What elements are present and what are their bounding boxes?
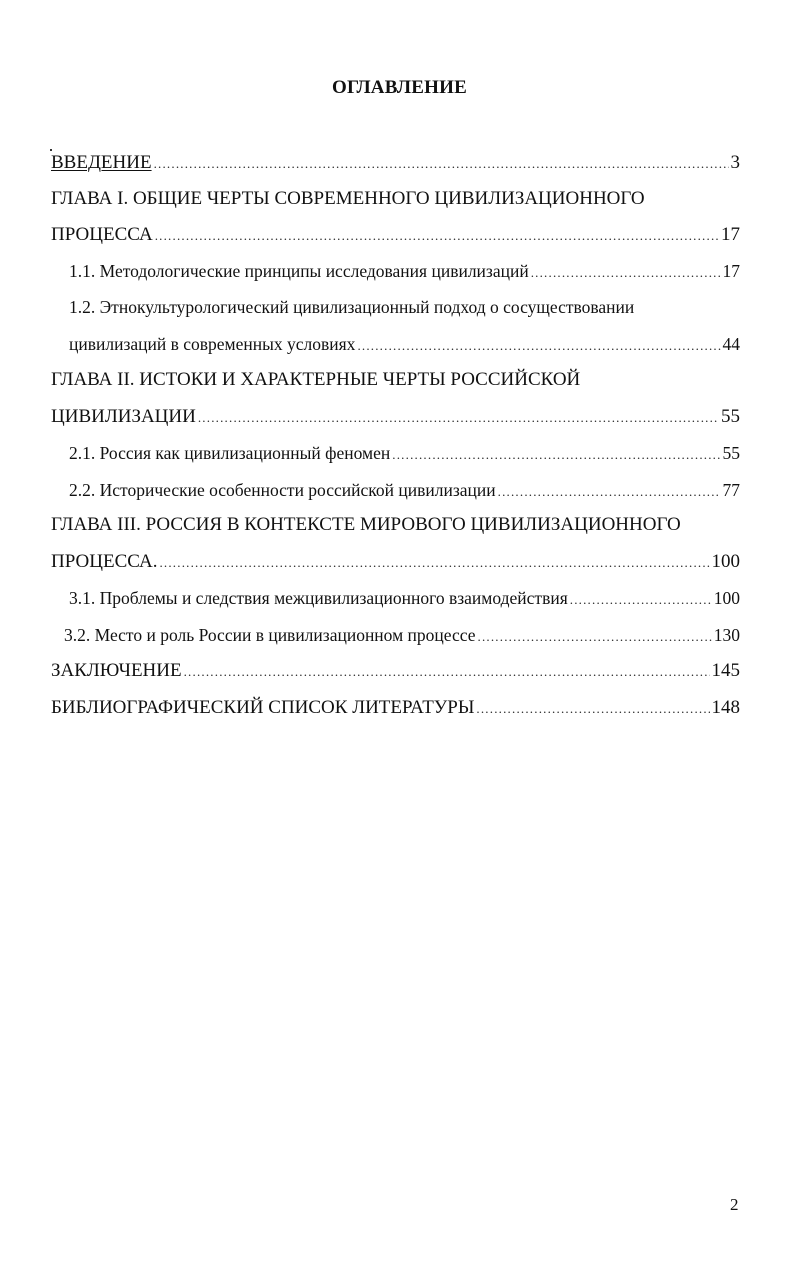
toc-entry-chapter-1-line1[interactable] (51, 186, 645, 212)
toc-entry-section-2-2[interactable] (69, 477, 740, 505)
toc-entry-page: 17 (722, 261, 740, 281)
toc-entry-page: 77 (722, 480, 740, 500)
page-title: ОГЛАВЛЕНИЕ (332, 77, 467, 98)
toc-entry-chapter-3-line1[interactable] (51, 512, 681, 538)
toc-entry-page: 130 (713, 625, 740, 645)
toc-entry-label: ПРОЦЕССА (51, 224, 153, 245)
toc-entry-label: ГЛАВА II. ИСТОКИ И ХАРАКТЕРНЫЕ ЧЕРТЫ РОССИЙСКОЙ (51, 369, 581, 390)
toc-entry-section-3-2[interactable] (64, 622, 740, 650)
dot-leader (357, 333, 720, 359)
toc-entry-page: 44 (722, 334, 740, 354)
toc-entry-label: 1.1. Методологические принципы исследования цивилизаций (69, 261, 529, 281)
toc-entry-chapter-3-line2[interactable] (51, 549, 740, 576)
dot-leader (531, 260, 721, 286)
dot-leader (476, 696, 709, 722)
toc-entry-label: ГЛАВА III. РОССИЯ В КОНТЕКСТЕ МИРОВОГО ЦИВИЛИЗАЦИОННОГО (51, 514, 681, 535)
toc-entry-label: 2.1. Россия как цивилизационный феномен (69, 443, 391, 463)
toc-entry-chapter-2-line2[interactable] (51, 404, 740, 431)
toc-entry-page: 55 (721, 406, 740, 427)
toc-entry-intro[interactable] (51, 150, 740, 177)
dot-leader (392, 442, 720, 468)
dot-leader (184, 659, 710, 685)
toc-entry-conclusion[interactable] (51, 658, 740, 685)
toc-entry-page: 17 (721, 224, 740, 245)
dot-leader (570, 587, 712, 613)
toc-entry-page: 100 (713, 588, 740, 608)
toc-entry-section-1-1[interactable] (69, 258, 740, 286)
toc-entry-page: 55 (722, 443, 740, 463)
toc-entry-page: 100 (711, 551, 740, 572)
toc-entry-label: 3.2. Место и роль России в цивилизационном процессе (64, 625, 476, 645)
toc-entry-section-3-1[interactable] (69, 585, 740, 613)
toc-entry-chapter-1-line2[interactable] (51, 222, 740, 249)
toc-entry-section-1-2-line2[interactable] (69, 331, 740, 359)
toc-entry-bibliography[interactable] (51, 695, 740, 722)
toc-entry-page: 148 (711, 697, 740, 718)
toc-entry-label: ПРОЦЕССА. (51, 551, 158, 572)
toc-entry-label: 1.2. Этнокультурологический цивилизационный подход о сосуществовании (69, 297, 635, 317)
dot-leader (198, 405, 719, 431)
dot-leader (155, 223, 719, 249)
toc-entry-label: цивилизаций в современных условиях (69, 334, 356, 354)
dot-leader (478, 624, 712, 650)
dot-leader (154, 151, 729, 177)
toc-entry-label: БИБЛИОГРАФИЧЕСКИЙ СПИСОК ЛИТЕРАТУРЫ (51, 697, 475, 718)
toc-entry-label: 2.2. Исторические особенности российской цивилизации (69, 480, 496, 500)
page-number: 2 (730, 1195, 739, 1214)
toc-entry-section-2-1[interactable] (69, 440, 740, 468)
dot-leader (159, 550, 709, 576)
toc-entry-label: 3.1. Проблемы и следствия межцивилизационного взаимодействия (69, 588, 568, 608)
toc-entry-page: 145 (711, 660, 740, 681)
toc-entry-label: ЦИВИЛИЗАЦИИ (51, 406, 196, 427)
toc-entry-label: ЗАКЛЮЧЕНИЕ (51, 660, 182, 681)
dot-leader (498, 479, 721, 505)
toc-entry-page: 3 (730, 152, 740, 173)
toc-entry-label: ГЛАВА I. ОБЩИЕ ЧЕРТЫ СОВРЕМЕННОГО ЦИВИЛИЗАЦИОННОГО (51, 188, 645, 209)
toc-entry-section-1-2-line1[interactable] (69, 294, 634, 320)
toc-entry-chapter-2-line1[interactable] (51, 367, 580, 393)
toc-entry-label: ВВЕДЕНИЕ (51, 152, 152, 173)
